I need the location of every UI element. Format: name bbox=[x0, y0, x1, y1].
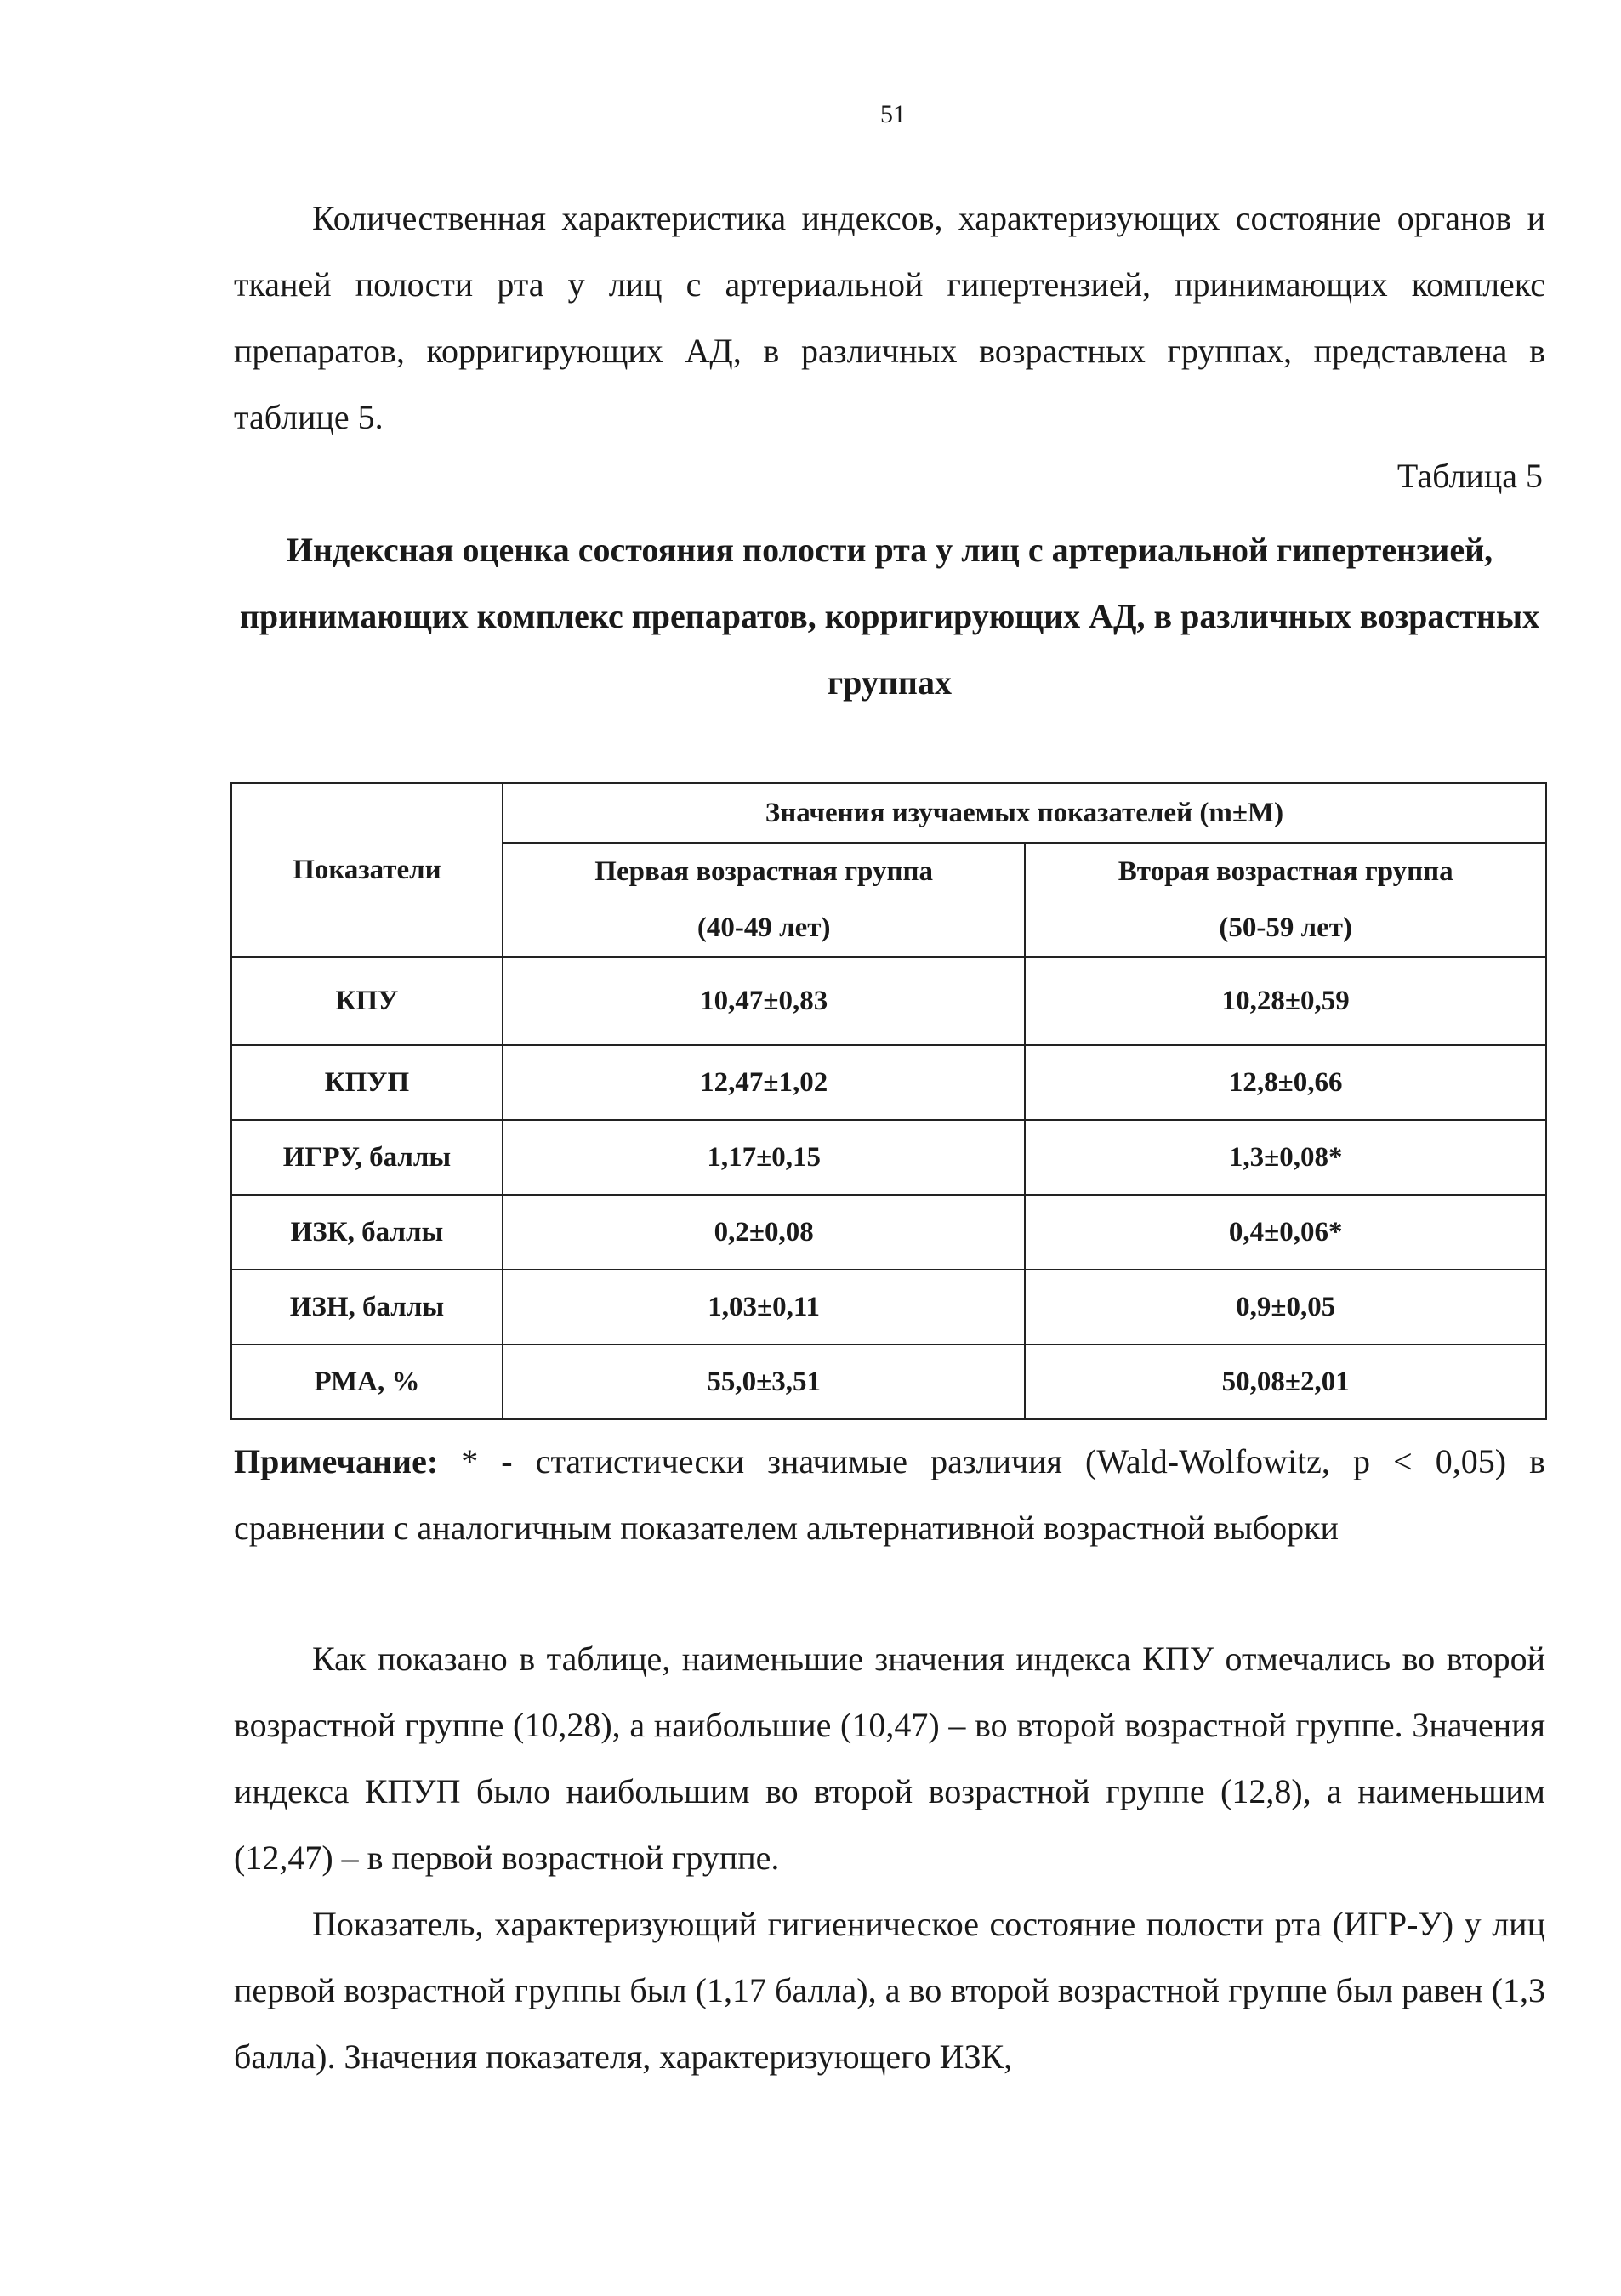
group2-value-cell: 12,8±0,66 bbox=[1025, 1045, 1546, 1120]
group2-age: (50-59 лет) bbox=[1219, 912, 1352, 943]
group1-value-cell: 12,47±1,02 bbox=[503, 1045, 1026, 1120]
table-note bbox=[234, 1429, 1545, 1561]
table-row bbox=[231, 1195, 1546, 1270]
group1-name: Первая возрастная группа bbox=[594, 856, 934, 887]
group1-value-cell: 55,0±3,51 bbox=[503, 1344, 1026, 1419]
note-text: * - статистически значимые различия (Wald-Wolfowitz, p < 0,05) в сравнении с аналогичным показателем альтернативной возрастной выборки bbox=[234, 1442, 1545, 1547]
group1-value-cell: 1,03±0,11 bbox=[503, 1270, 1026, 1344]
group2-value-cell: 10,28±0,59 bbox=[1025, 957, 1546, 1045]
indicator-cell: ИЗК, баллы bbox=[231, 1195, 503, 1270]
table-title: Индексная оценка состояния полости рта у лиц с артериальной гипертензией, принимающих комплекс препаратов, корригирующих АД, в различных возрастных группах bbox=[239, 531, 1540, 702]
data-table bbox=[230, 782, 1547, 1420]
table-row bbox=[231, 1045, 1546, 1120]
table-row bbox=[231, 1120, 1546, 1195]
header-values: Значения изучаемых показателей (m±M) bbox=[503, 783, 1546, 843]
header-indicator: Показатели bbox=[231, 783, 503, 957]
indicator-cell: ИГРУ, баллы bbox=[231, 1120, 503, 1195]
body-paragraph-2: Как показано в таблице, наименьшие значения индекса КПУ отмечались во второй возрастной группе (10,28), а наибольшие (10,47) – во второй возрастной группе. Значения индекса КПУП было наибольшим во второй возрастной группе (12,8), а наименьшим (12,47) – в первой возрастной группе. bbox=[234, 1640, 1545, 1877]
header-group2 bbox=[1025, 843, 1546, 957]
group2-value-cell: 0,4±0,06* bbox=[1025, 1195, 1546, 1270]
indicator-cell: КПУ bbox=[231, 957, 503, 1045]
indicator-cell: КПУП bbox=[231, 1045, 503, 1120]
indicator-cell: ИЗН, баллы bbox=[231, 1270, 503, 1344]
group2-name: Вторая возрастная группа bbox=[1118, 856, 1453, 887]
note-label: Примечание: bbox=[234, 1442, 439, 1480]
group2-value-cell: 1,3±0,08* bbox=[1025, 1120, 1546, 1195]
body-paragraph-3: Показатель, характеризующий гигиеническое состояние полости рта (ИГР-У) у лиц первой возрастной группы был (1,17 балла), а во второй возрастной группе был равен (1,3 балла). Значения показателя, характеризующего ИЗК, bbox=[234, 1905, 1545, 2076]
table-row bbox=[231, 957, 1546, 1045]
group1-value-cell: 0,2±0,08 bbox=[503, 1195, 1026, 1270]
indicator-cell: РМА, % bbox=[231, 1344, 503, 1419]
table-header-row bbox=[231, 783, 1546, 843]
group1-value-cell: 1,17±0,15 bbox=[503, 1120, 1026, 1195]
table-row bbox=[231, 1344, 1546, 1419]
group2-value-cell: 0,9±0,05 bbox=[1025, 1270, 1546, 1344]
group2-value-cell: 50,08±2,01 bbox=[1025, 1344, 1546, 1419]
intro-paragraph: Количественная характеристика индексов, характеризующих состояние органов и тканей полости рта у лиц с артериальной гипертензией, принимающих комплекс препаратов, корригирующих АД, в различных возрастных группах, представлена в таблице 5. bbox=[234, 199, 1545, 436]
group1-age: (40-49 лет) bbox=[697, 912, 831, 943]
group1-value-cell: 10,47±0,83 bbox=[503, 957, 1026, 1045]
table-row bbox=[231, 1270, 1546, 1344]
page-number: 51 bbox=[880, 100, 906, 128]
table-label: Таблица 5 bbox=[1396, 457, 1543, 495]
header-group1 bbox=[503, 843, 1026, 957]
